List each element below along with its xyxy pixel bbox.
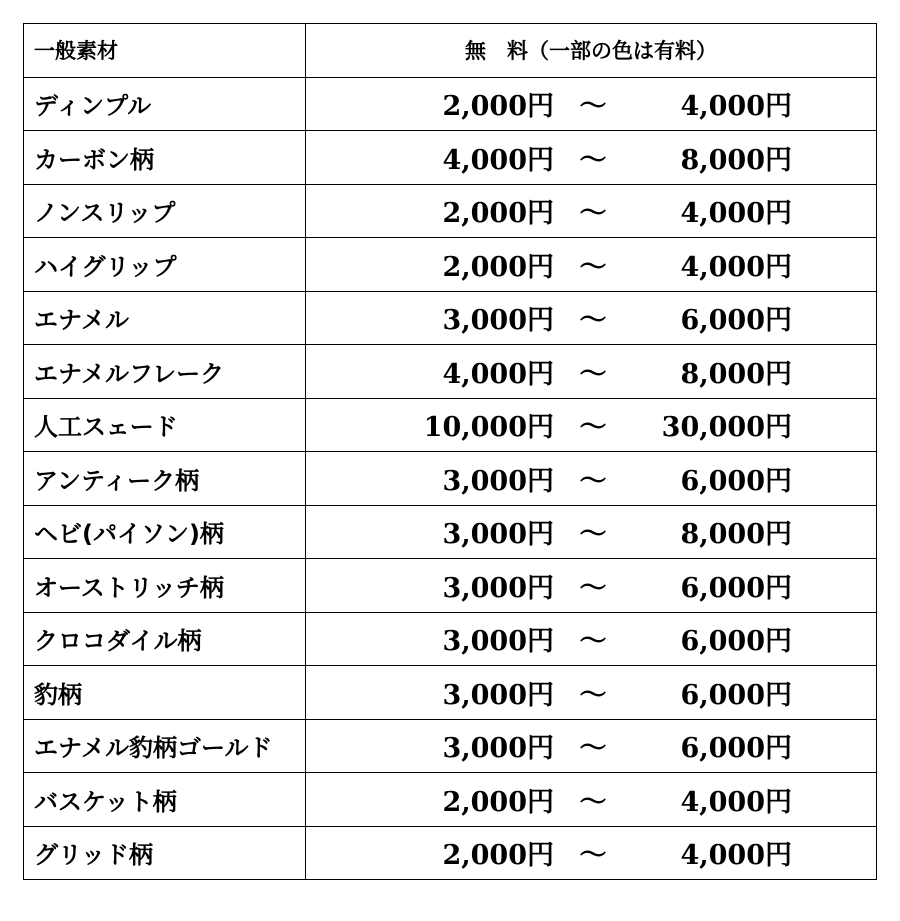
price-max: 6,000円 (680, 679, 792, 711)
material-name: ハイグリップ (24, 238, 306, 292)
price-min: 4,000円 (442, 358, 554, 390)
price-range (306, 566, 876, 605)
price-range (306, 780, 876, 819)
table-row (24, 773, 877, 827)
table-row (24, 398, 877, 452)
price-range-cell (306, 452, 877, 506)
range-separator: ～ (579, 679, 607, 711)
price-max: 8,000円 (680, 519, 792, 551)
price-range (306, 619, 876, 658)
price-max: 6,000円 (680, 626, 792, 658)
price-min: 3,000円 (442, 465, 554, 497)
material-name: ディンプル (24, 77, 306, 131)
range-separator: ～ (579, 251, 607, 283)
price-range-cell (306, 238, 877, 292)
price-column-header: 無 料（一部の色は有料） (306, 24, 877, 78)
price-max: 4,000円 (680, 840, 792, 872)
price-max: 4,000円 (680, 198, 792, 230)
table-row (24, 345, 877, 399)
price-min: 2,000円 (442, 840, 554, 872)
price-max: 30,000円 (661, 412, 792, 444)
material-name: グリッド柄 (24, 826, 306, 880)
price-min: 10,000円 (423, 412, 554, 444)
price-min: 3,000円 (442, 626, 554, 658)
table-row (24, 719, 877, 773)
price-min: 3,000円 (442, 572, 554, 604)
range-separator: ～ (579, 144, 607, 176)
material-name: エナメル豹柄ゴールド (24, 719, 306, 773)
range-separator: ～ (579, 465, 607, 497)
material-name: クロコダイル柄 (24, 612, 306, 666)
price-max: 6,000円 (680, 465, 792, 497)
range-separator: ～ (579, 840, 607, 872)
price-range (306, 352, 876, 391)
price-range-cell (306, 826, 877, 880)
table-row (24, 131, 877, 185)
table-row (24, 77, 877, 131)
material-name: ノンスリップ (24, 184, 306, 238)
price-range-cell (306, 398, 877, 452)
price-max: 8,000円 (680, 144, 792, 176)
table-row (24, 612, 877, 666)
range-separator: ～ (579, 572, 607, 604)
price-min: 3,000円 (442, 733, 554, 765)
material-name: アンティーク柄 (24, 452, 306, 506)
header-row (24, 24, 877, 78)
price-range-cell (306, 612, 877, 666)
range-separator: ～ (579, 412, 607, 444)
material-name: エナメルフレーク (24, 345, 306, 399)
price-min: 2,000円 (442, 786, 554, 818)
range-separator: ～ (579, 305, 607, 337)
range-separator: ～ (579, 786, 607, 818)
price-range-cell (306, 345, 877, 399)
range-separator: ～ (579, 358, 607, 390)
price-range-cell (306, 773, 877, 827)
price-range-cell (306, 131, 877, 185)
price-range-cell (306, 291, 877, 345)
range-separator: ～ (579, 91, 607, 123)
price-range-cell (306, 77, 877, 131)
price-range (306, 245, 876, 284)
range-separator: ～ (579, 519, 607, 551)
range-separator: ～ (579, 733, 607, 765)
price-range (306, 84, 876, 123)
material-name: バスケット柄 (24, 773, 306, 827)
price-min: 3,000円 (442, 305, 554, 337)
table-row (24, 291, 877, 345)
material-name: 豹柄 (24, 666, 306, 720)
material-name: カーボン柄 (24, 131, 306, 185)
price-range (306, 405, 876, 444)
price-min: 3,000円 (442, 519, 554, 551)
material-column-header: 一般素材 (24, 24, 306, 78)
price-min: 2,000円 (442, 198, 554, 230)
price-range-cell (306, 719, 877, 773)
price-max: 6,000円 (680, 572, 792, 604)
material-price-table (23, 23, 877, 880)
table-row (24, 559, 877, 613)
table-row (24, 826, 877, 880)
price-range (306, 138, 876, 177)
price-min: 3,000円 (442, 679, 554, 711)
price-max: 6,000円 (680, 733, 792, 765)
range-separator: ～ (579, 626, 607, 658)
material-name: エナメル (24, 291, 306, 345)
table-row (24, 184, 877, 238)
price-range (306, 833, 876, 872)
price-max: 4,000円 (680, 91, 792, 123)
price-range (306, 512, 876, 551)
price-min: 4,000円 (442, 144, 554, 176)
price-range-cell (306, 505, 877, 559)
table-row (24, 238, 877, 292)
table-row (24, 505, 877, 559)
material-name: ヘビ(パイソン)柄 (24, 505, 306, 559)
table-row (24, 666, 877, 720)
material-name: 人工スェード (24, 398, 306, 452)
price-max: 4,000円 (680, 251, 792, 283)
price-max: 8,000円 (680, 358, 792, 390)
range-separator: ～ (579, 198, 607, 230)
price-min: 2,000円 (442, 251, 554, 283)
price-range-cell (306, 559, 877, 613)
price-min: 2,000円 (442, 91, 554, 123)
price-range (306, 298, 876, 337)
price-max: 6,000円 (680, 305, 792, 337)
price-range (306, 191, 876, 230)
price-max: 4,000円 (680, 786, 792, 818)
price-range-cell (306, 184, 877, 238)
material-name: オーストリッチ柄 (24, 559, 306, 613)
table-row (24, 452, 877, 506)
price-range (306, 459, 876, 498)
table-body (24, 24, 877, 880)
price-range-cell (306, 666, 877, 720)
price-range (306, 673, 876, 712)
price-range (306, 726, 876, 765)
